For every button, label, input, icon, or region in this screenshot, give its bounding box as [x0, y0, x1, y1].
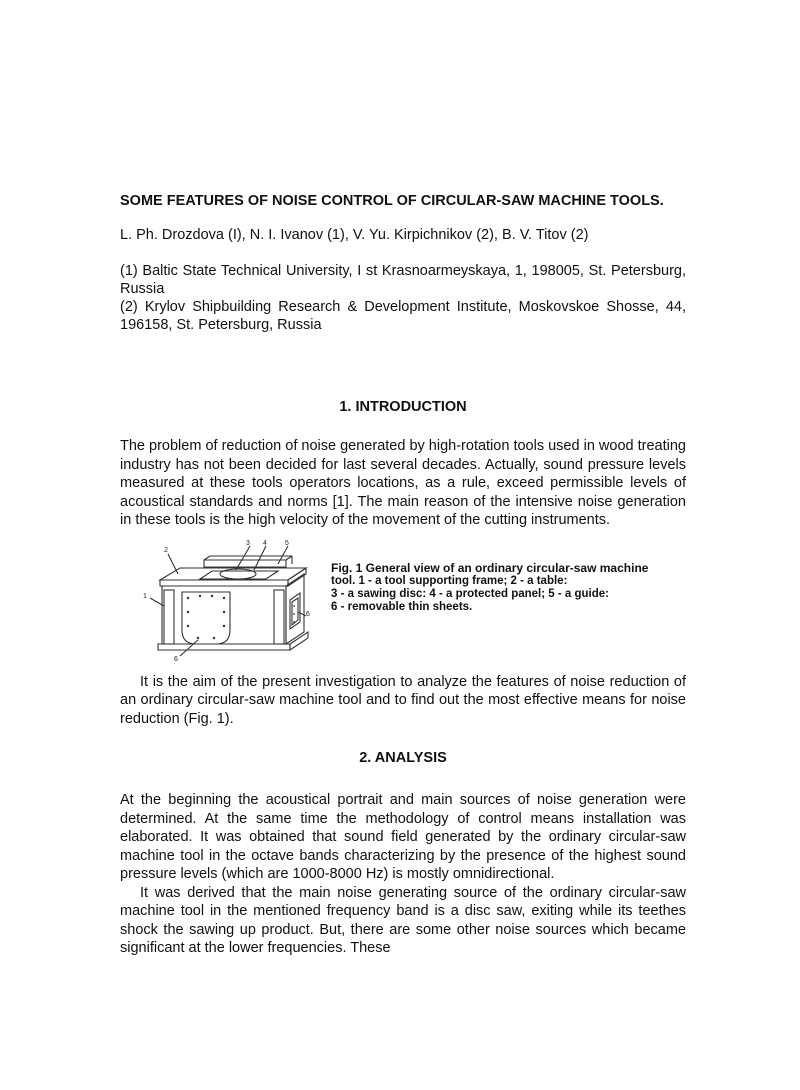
figure-caption: [331, 562, 687, 614]
fig-label-5: 5: [285, 539, 289, 547]
section-number: 2.: [359, 750, 372, 766]
paper-page: [120, 193, 686, 958]
affiliation-2: (2) Krylov Shipbuilding Research & Development Institute, Moskovskoe Shosse, 44, 196158, St. Petersburg, Russia: [120, 299, 686, 333]
affiliation-1: (1) Baltic State Technical University, I st Krasnoarmeyskaya, 1, 198005, St. Petersburg, Russia: [120, 263, 686, 297]
intro-paragraph-2: It is the aim of the present investigation to analyze the features of noise reduction of an ordinary circular-saw machine tool and to find out the most effective means for noise reduction (Fig. 1).: [120, 673, 686, 727]
fig-label-4: 4: [263, 539, 267, 547]
fig-label-6-side: 6: [306, 610, 310, 618]
authors-line: L. Ph. Drozdova (I), N. I. Ivanov (1), V. Yu. Kirpichnikov (2), B. V. Titov (2): [120, 227, 589, 243]
section-title: ANALYSIS: [374, 750, 447, 766]
analysis-paragraph-2: It was derived that the main noise generating source of the ordinary circular-saw machine tool in the mentioned frequency band is a disc saw, exiting while its teethes shock the sawing up product. But, there are some other noise sources which became significant at the lower frequencies. These: [120, 884, 686, 956]
caption-line-1: Fig. 1 General view of an ordinary circular-saw machine: [331, 560, 649, 575]
figure-1: [120, 540, 686, 665]
fig-label-3: 3: [246, 539, 250, 547]
paper-title: SOME FEATURES OF NOISE CONTROL OF CIRCULAR-SAW MACHINE TOOLS.: [120, 193, 664, 209]
fig-label-2: 2: [164, 546, 168, 554]
caption-line-4: 6 - removable thin sheets.: [331, 600, 473, 613]
caption-line-2: tool. 1 - a tool supporting frame; 2 - a table:: [331, 574, 568, 587]
fig-label-1: 1: [143, 592, 147, 600]
analysis-paragraph-1: At the beginning the acoustical portrait and main sources of noise generation were determined. At the same time the methodology of control means installation was elaborated. It was obtained that sound field generated by the ordinary circular-saw machine tool in the octave bands characterizing by the presence of the highest sound pressure levels (which are 1000-8000 Hz) is mostly omnidirectional.: [120, 792, 686, 882]
section-heading-analysis: [120, 750, 686, 767]
intro-paragraph-1: The problem of reduction of noise generated by high-rotation tools used in wood treating industry has not been decided for last several decades. Actually, sound pressure levels measured at these tools operators locations, as a rule, exceed permissible levels of acoustical standards and norms [1]. The main reason of the intensive noise generation in these tools is the high velocity of the movement of the cutting instruments.: [120, 438, 686, 528]
circular-saw-machine-drawing: [138, 540, 318, 662]
section-heading-introduction: 1. INTRODUCTION: [339, 399, 467, 415]
caption-line-3: 3 - a sawing disc: 4 - a protected panel; 5 - a guide:: [331, 587, 609, 600]
affiliations: [120, 262, 686, 334]
fig-label-6-front: 6: [174, 655, 178, 662]
